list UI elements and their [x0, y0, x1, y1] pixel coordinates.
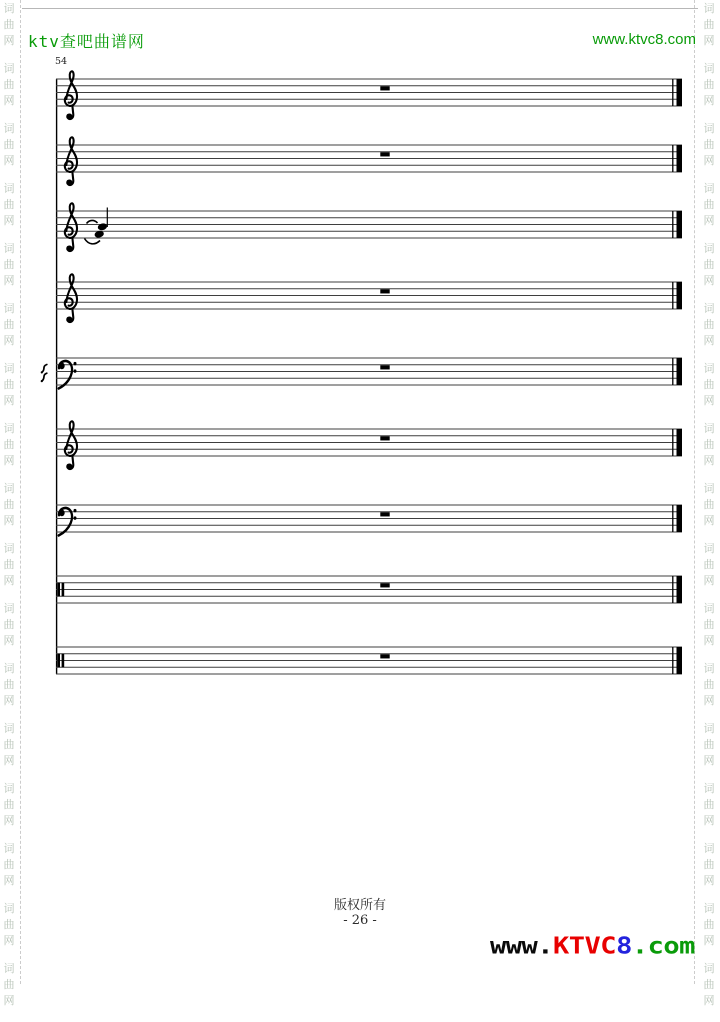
- watermark-char: 词: [3, 482, 15, 495]
- watermark-char: 词: [703, 722, 715, 735]
- watermark-group: [1, 782, 17, 842]
- logo-segment: www.: [490, 933, 554, 960]
- site-url: www.ktvc8.com: [592, 31, 696, 48]
- whole-rest: [380, 289, 389, 293]
- watermark-char: 网: [3, 154, 15, 167]
- watermark-char: 曲: [3, 858, 15, 871]
- watermark-char: 网: [3, 214, 15, 227]
- whole-rest: [380, 86, 389, 90]
- watermark-char: 词: [3, 242, 15, 255]
- watermark-char: 曲: [3, 738, 15, 751]
- watermark-group: [701, 722, 717, 782]
- watermark-char: 网: [703, 394, 715, 407]
- watermark-char: 网: [703, 694, 715, 707]
- staff-3: [56, 203, 682, 251]
- staff-lines: [56, 358, 682, 385]
- watermark-char: 词: [3, 602, 15, 615]
- staff-1: [56, 71, 682, 119]
- staff-lines: [56, 282, 682, 309]
- watermark-char: 词: [3, 62, 15, 75]
- watermark-char: 曲: [3, 558, 15, 571]
- logo-segment: 8: [616, 933, 632, 960]
- watermark-char: 曲: [703, 498, 715, 511]
- watermark-char: 曲: [703, 78, 715, 91]
- watermark-char: 网: [703, 634, 715, 647]
- whole-rest: [380, 365, 389, 369]
- watermark-char: 词: [3, 2, 15, 15]
- watermark-char: 曲: [3, 498, 15, 511]
- squiggle-ornament: [41, 365, 47, 383]
- staff-9: [56, 647, 682, 674]
- watermark-char: 网: [3, 574, 15, 587]
- watermark-char: 网: [3, 934, 15, 947]
- watermark-char: 词: [703, 602, 715, 615]
- watermark-char: 曲: [3, 678, 15, 691]
- watermark-char: 曲: [3, 618, 15, 631]
- staff-lines: [56, 211, 682, 238]
- watermark-char: 曲: [3, 798, 15, 811]
- watermark-char: 曲: [703, 858, 715, 871]
- notehead: [97, 222, 108, 231]
- staff-lines: [56, 647, 682, 674]
- watermark-char: 网: [3, 754, 15, 767]
- watermark-char: 曲: [703, 198, 715, 211]
- treble-clef-icon: [65, 71, 77, 119]
- watermark-char: 网: [703, 874, 715, 887]
- whole-rest: [380, 654, 389, 658]
- treble-clef-icon: [65, 274, 77, 322]
- whole-rest: [380, 583, 389, 587]
- staff-8: [56, 576, 682, 603]
- watermark-char: 网: [703, 514, 715, 527]
- watermark-char: 曲: [703, 558, 715, 571]
- watermark-char: 网: [703, 34, 715, 47]
- copyright-text: 版权所有: [333, 898, 386, 913]
- staff-5: [41, 358, 682, 388]
- watermark-char: 网: [703, 214, 715, 227]
- measure-number: 54: [55, 56, 68, 67]
- site-name: ktv查吧曲谱网: [28, 32, 145, 51]
- watermark-char: 曲: [3, 318, 15, 331]
- watermark-group: [1, 722, 17, 782]
- staff-6: [56, 421, 682, 469]
- watermark-char: 曲: [703, 798, 715, 811]
- watermark-char: 词: [3, 902, 15, 915]
- watermark-char: 曲: [703, 378, 715, 391]
- watermark-char: 词: [703, 662, 715, 675]
- watermark-char: 曲: [703, 438, 715, 451]
- watermark-char: 词: [703, 782, 715, 795]
- watermark-char: 词: [3, 662, 15, 675]
- watermark-char: 网: [703, 934, 715, 947]
- watermark-char: 网: [3, 454, 15, 467]
- watermark-char: 网: [3, 994, 15, 1007]
- watermark-char: 网: [3, 814, 15, 827]
- staff-lines: [56, 429, 682, 456]
- logo-segment: .com: [631, 933, 695, 960]
- watermark-char: 曲: [703, 918, 715, 931]
- staff-lines: [56, 145, 682, 172]
- watermark-char: 曲: [3, 258, 15, 271]
- watermark-char: 词: [3, 842, 15, 855]
- watermark-group: [701, 782, 717, 842]
- watermark-char: 词: [703, 62, 715, 75]
- watermark-char: 词: [703, 2, 715, 15]
- watermark-char: 词: [703, 182, 715, 195]
- watermark-char: 网: [703, 754, 715, 767]
- watermark-char: 词: [703, 362, 715, 375]
- watermark-char: 网: [703, 574, 715, 587]
- staff-2: [56, 137, 682, 185]
- watermark-char: 词: [703, 122, 715, 135]
- tie-lower: [85, 239, 101, 244]
- watermark-char: 网: [703, 454, 715, 467]
- watermark-char: 词: [703, 242, 715, 255]
- watermark-char: 词: [703, 842, 715, 855]
- watermark-char: 曲: [703, 18, 715, 31]
- watermark-char: 网: [703, 154, 715, 167]
- whole-rest: [380, 152, 389, 156]
- watermark-char: 词: [703, 902, 715, 915]
- watermark-char: 网: [3, 334, 15, 347]
- logo-segment: KTVC: [553, 933, 617, 960]
- watermark-group: [701, 962, 717, 1022]
- watermark-char: 网: [3, 514, 15, 527]
- page-number: - 26 -: [343, 913, 377, 928]
- watermark-char: 网: [703, 994, 715, 1007]
- watermark-group: [1, 842, 17, 902]
- watermark-char: 词: [3, 782, 15, 795]
- watermark-char: 词: [3, 182, 15, 195]
- watermark-char: 词: [3, 542, 15, 555]
- whole-rest: [380, 436, 389, 440]
- watermark-group: [1, 962, 17, 1022]
- staff-lines: [56, 576, 682, 603]
- watermark-char: 曲: [703, 678, 715, 691]
- watermark-char: 曲: [703, 138, 715, 151]
- watermark-group: [701, 842, 717, 902]
- watermark-char: 曲: [3, 138, 15, 151]
- watermark-char: 网: [703, 814, 715, 827]
- watermark-char: 词: [703, 482, 715, 495]
- treble-clef-icon: [65, 203, 77, 251]
- staff-lines: [56, 505, 682, 532]
- watermark-char: 网: [703, 274, 715, 287]
- watermark-char: 网: [3, 274, 15, 287]
- watermark-char: 词: [3, 122, 15, 135]
- watermark-char: 词: [3, 302, 15, 315]
- watermark-char: 词: [703, 422, 715, 435]
- treble-clef-icon: [65, 137, 77, 185]
- tie-upper: [87, 220, 98, 223]
- watermark-char: 词: [3, 422, 15, 435]
- staff-4: [56, 274, 682, 322]
- watermark-char: 词: [703, 302, 715, 315]
- watermark-char: 网: [3, 94, 15, 107]
- watermark-char: 词: [703, 962, 715, 975]
- watermark-char: 曲: [703, 618, 715, 631]
- watermark-char: 网: [3, 694, 15, 707]
- watermark-char: 词: [3, 722, 15, 735]
- ktvc8-logo: [490, 933, 695, 959]
- watermark-char: 网: [3, 394, 15, 407]
- watermark-char: 网: [3, 874, 15, 887]
- watermark-char: 曲: [3, 78, 15, 91]
- watermark-char: 曲: [703, 978, 715, 991]
- staff-lines: [56, 79, 682, 106]
- treble-clef-icon: [65, 421, 77, 469]
- watermark-char: 词: [3, 362, 15, 375]
- watermark-char: 曲: [703, 318, 715, 331]
- watermark-char: 网: [703, 94, 715, 107]
- whole-rest: [380, 512, 389, 516]
- watermark-char: 曲: [703, 258, 715, 271]
- watermark-char: 曲: [3, 378, 15, 391]
- watermark-char: 网: [3, 634, 15, 647]
- watermark-char: 曲: [3, 198, 15, 211]
- watermark-char: 词: [3, 962, 15, 975]
- watermark-char: 曲: [3, 438, 15, 451]
- watermark-char: 曲: [3, 978, 15, 991]
- watermark-char: 词: [703, 542, 715, 555]
- staff-7: [56, 505, 682, 535]
- watermark-char: 网: [703, 334, 715, 347]
- watermark-char: 网: [3, 34, 15, 47]
- watermark-char: 曲: [703, 738, 715, 751]
- watermark-char: 曲: [3, 18, 15, 31]
- watermark-char: 曲: [3, 918, 15, 931]
